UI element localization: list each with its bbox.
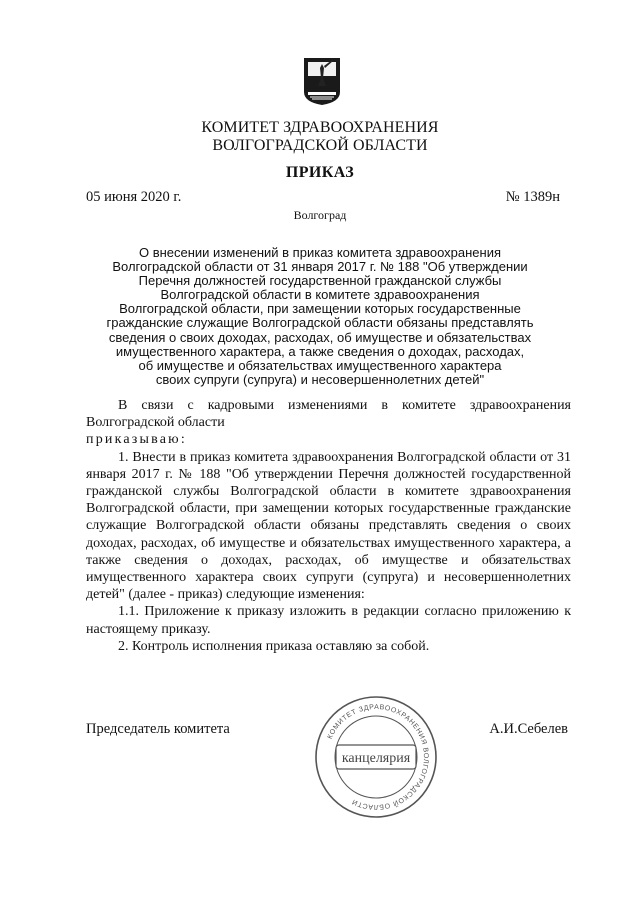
order-word: приказываю:: [86, 432, 187, 448]
document-body: [86, 397, 571, 655]
title-line: Волгоградской области в комитете здравоохранения: [160, 287, 480, 303]
title-line: имущественного характера, а также сведения о доходах, расходах,: [115, 343, 525, 359]
coat-of-arms-icon: [302, 56, 342, 106]
title-line: О внесении изменений в приказ комитета здравоохранения: [138, 245, 502, 260]
title-line: Волгоградской области от 31 января 2017 г. № 188 "Об утверждении: [112, 259, 528, 275]
title-line: об имуществе и обязательствах имущественного характера: [138, 357, 502, 373]
item-1-1-paragraph: 1.1. Приложение к приказу изложить в редакции согласно приложению к настоящему приказу.: [86, 604, 571, 637]
organization-name-line1: КОМИТЕТ ЗДРАВООХРАНЕНИЯ: [201, 119, 439, 136]
title-line: сведения о своих доходах, расходах, об имуществе и обязательствах: [108, 329, 532, 345]
signatory-name: А.И.Себелев: [489, 721, 568, 737]
title-line: Волгоградской области, при замещении которых государственные: [119, 301, 521, 317]
stamp-center-text: канцелярия: [341, 751, 411, 766]
title-line: своих супруги (супруга) и несовершеннолетних детей": [155, 371, 485, 387]
document-city: Волгоград: [293, 208, 347, 222]
signatory-position: Председатель комитета: [86, 721, 230, 737]
stamp-ring-text: КОМИТЕТ ЗДРАВООХРАНЕНИЯ ВОЛГОГРАДСКОЙ ОБЛАСТИ: [326, 703, 430, 811]
document-type-heading: ПРИКАЗ: [285, 164, 355, 181]
document-number: № 1389н: [505, 189, 560, 205]
item-1-paragraph: 1. Внести в приказ комитета здравоохранения Волгоградской области от 31 января 2017 г. № 188 "Об утверждении Перечня должностей государственной гражданской службы Волгоградской области в комитете здравоохранения Волгоградской области, при замещении которых государственные гражданские служащие Волгоградской области обязаны представлять сведения о своих доходах, расходах, об имуществе и обязательствах имущественного характера, а также сведения о доходах, расходах, об имуществе и обязательствах имущественного характера своих супруги (супруга) и несовершеннолетних детей" (далее - приказ) следующие изменения:: [86, 449, 571, 603]
document-title: [90, 246, 550, 387]
office-stamp: [312, 693, 440, 821]
intro-paragraph: В связи с кадровыми изменениями в комитете здравоохранения Волгоградской области: [86, 398, 571, 431]
document-date: 05 июня 2020 г.: [86, 189, 182, 205]
title-line: Перечня должностей государственной гражданской службы: [138, 273, 502, 289]
organization-name-line2: ВОЛГОГРАДСКОЙ ОБЛАСТИ: [212, 137, 428, 154]
item-2-paragraph: 2. Контроль исполнения приказа оставляю за собой.: [118, 638, 430, 654]
title-line: гражданские служащие Волгоградской области обязаны представлять: [106, 315, 534, 331]
